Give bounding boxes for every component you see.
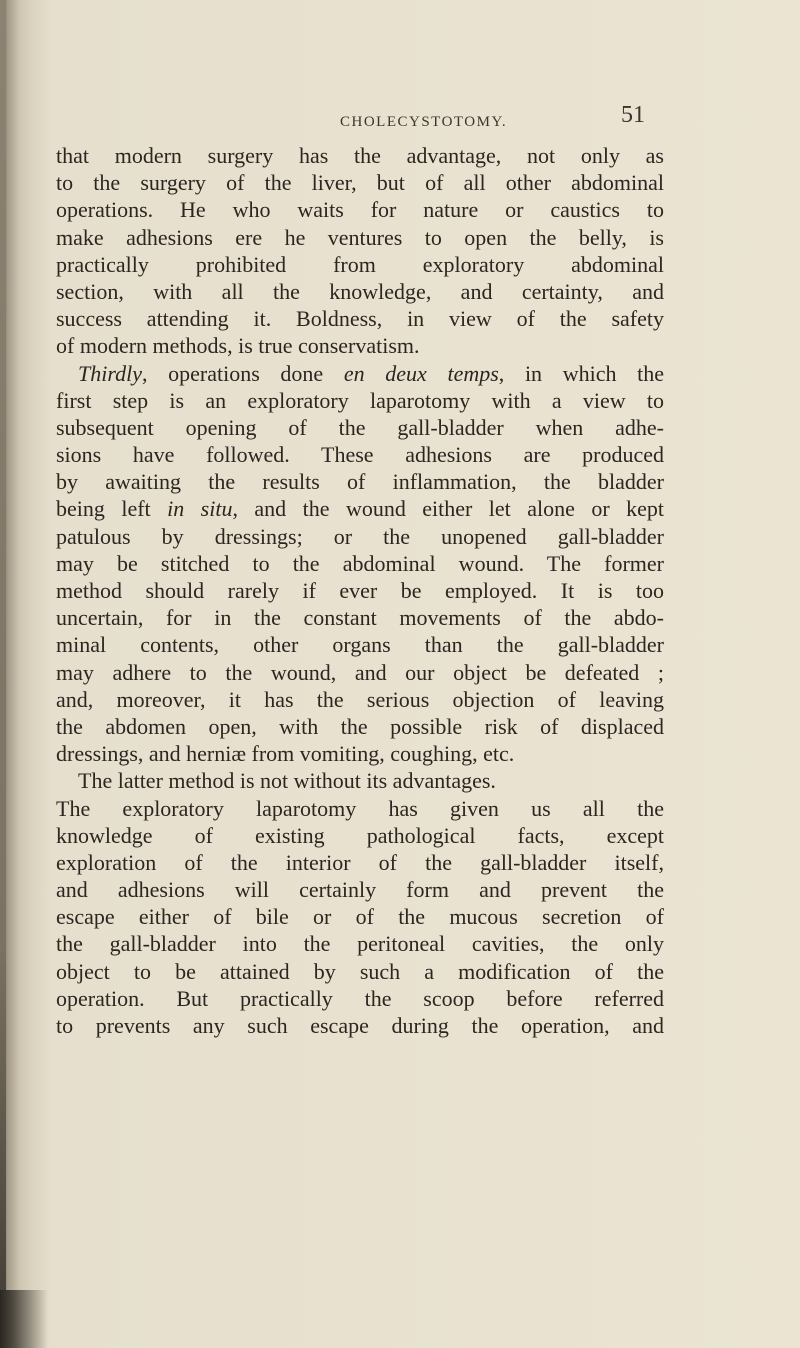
spine-edge xyxy=(0,1290,48,1348)
text-run: uncertain, for in the constant movements of the abdo- xyxy=(56,605,664,631)
text-run: that modern surgery has the advantage, not only as xyxy=(56,143,664,168)
text-line xyxy=(56,387,664,414)
spine-shadow xyxy=(0,0,6,1348)
text-line xyxy=(56,876,664,903)
text-line xyxy=(56,224,664,251)
text-run: may adhere to the wound, and our object be defeated ; xyxy=(56,659,664,685)
text-run: practically prohibited from exploratory abdominal xyxy=(56,251,664,277)
text-run: dressings, and herniæ from vomiting, coughing, etc. xyxy=(56,741,515,767)
page-number: 51 xyxy=(621,102,645,128)
text-line xyxy=(56,985,664,1012)
text-line xyxy=(56,142,664,169)
text-line xyxy=(56,577,664,604)
text-line xyxy=(56,631,664,658)
text-run: subsequent opening of the gall-bladder when adhe- xyxy=(56,414,664,440)
text-line xyxy=(56,360,664,387)
text-line xyxy=(56,604,664,631)
text-run: , and the wound either let alone or kept xyxy=(232,496,664,522)
text-run: the gall-bladder into the peritoneal cavities, the only xyxy=(56,931,664,957)
text-run: sions have followed. These adhesions are produced xyxy=(56,442,664,468)
text-run: being left xyxy=(56,496,168,522)
text-line xyxy=(56,523,664,550)
text-run: , in which the xyxy=(498,360,665,386)
text-run: minal contents, other organs than the gall-bladder xyxy=(56,632,664,658)
text-run: exploration of the interior of the gall-bladder itself, xyxy=(56,849,664,875)
text-line xyxy=(56,849,664,876)
text-run: to prevents any such escape during the operation, and xyxy=(56,1013,664,1038)
text-run: success attending it. Boldness, in view of the safety xyxy=(56,306,664,332)
text-line xyxy=(56,903,664,930)
text-run: method should rarely if ever be employed. It is too xyxy=(56,578,664,603)
text-line xyxy=(56,713,664,740)
text-line xyxy=(56,441,664,468)
text-line xyxy=(56,686,664,713)
italic-text: en deux temps xyxy=(343,360,499,386)
text-line xyxy=(56,1012,664,1039)
running-head xyxy=(0,100,800,140)
text-line xyxy=(56,550,664,577)
text-line xyxy=(56,767,664,794)
text-line xyxy=(56,958,664,985)
text-run: of modern methods, is true conservatism. xyxy=(56,333,420,359)
text-line xyxy=(56,169,664,196)
text-run: The exploratory laparotomy has given us all the xyxy=(56,795,664,821)
text-run: operations. He who waits for nature or caustics to xyxy=(56,197,664,223)
text-line xyxy=(56,930,664,957)
text-run: , operations done xyxy=(141,360,344,386)
text-run: section, with all the knowledge, and certainty, and xyxy=(56,278,664,304)
text-run: The latter method is not without its advantages. xyxy=(78,768,496,794)
text-run: may be stitched to the abdominal wound. The former xyxy=(56,550,664,576)
text-line xyxy=(56,468,664,495)
body-text xyxy=(56,142,664,1039)
text-run: object to be attained by such a modification of the xyxy=(56,958,664,984)
text-run: patulous by dressings; or the unopened gall-bladder xyxy=(56,523,664,549)
text-run: escape either of bile or of the mucous secretion of xyxy=(56,904,664,930)
text-line xyxy=(56,795,664,822)
text-line xyxy=(56,659,664,686)
text-line xyxy=(56,332,664,359)
text-line xyxy=(56,495,664,522)
text-run: by awaiting the results of inflammation, the bladder xyxy=(56,469,664,495)
text-line xyxy=(56,251,664,278)
text-run: to the surgery of the liver, but of all other abdominal xyxy=(56,170,664,196)
text-run: and, moreover, it has the serious objection of leaving xyxy=(56,686,664,712)
italic-text: in situ xyxy=(167,496,233,522)
text-line xyxy=(56,278,664,305)
text-run: knowledge of existing pathological facts, except xyxy=(56,822,664,848)
text-run: operation. But practically the scoop before referred xyxy=(56,985,664,1011)
text-run: make adhesions ere he ventures to open the belly, is xyxy=(56,224,664,250)
text-run: and adhesions will certainly form and prevent the xyxy=(56,877,664,903)
text-line xyxy=(56,740,664,767)
italic-text: Thirdly xyxy=(78,360,142,386)
text-line xyxy=(56,414,664,441)
running-title: CHOLECYSTOTOMY. xyxy=(340,114,508,130)
text-run: first step is an exploratory laparotomy with a view to xyxy=(56,387,664,413)
text-line xyxy=(56,822,664,849)
text-run: the abdomen open, with the possible risk of displaced xyxy=(56,713,664,739)
text-line xyxy=(56,305,664,332)
text-line xyxy=(56,196,664,223)
